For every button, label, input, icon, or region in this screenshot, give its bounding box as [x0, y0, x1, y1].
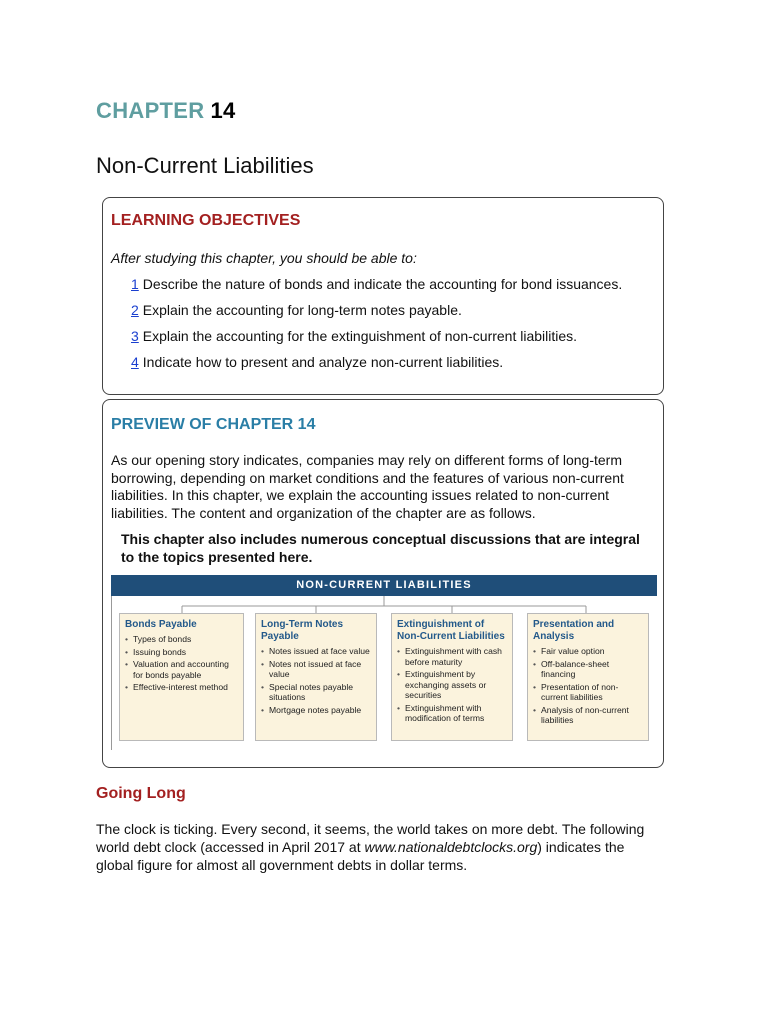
objective-item [131, 275, 641, 293]
paragraph-text: The clock is ticking. Every second, it seems, the world takes on more debt. The following world debt clock (accessed in April 2017 at [96, 821, 645, 855]
preview-note: This chapter also includes numerous conceptual discussions that are integral to the topics presented here. [121, 531, 640, 565]
diagram-box-presentation [527, 613, 649, 741]
diagram-title: NON-CURRENT LIABILITIES [111, 575, 657, 596]
diagram-item: • Analysis of non-current liabilities [533, 705, 643, 726]
diagram-item: • Off-balance-sheet financing [533, 659, 643, 680]
objective-text: Explain the accounting for long-term notes payable. [142, 302, 462, 318]
diagram-item: • Valuation and accounting for bonds payable [125, 659, 238, 680]
going-long-paragraph [96, 820, 656, 874]
diagram-item: • Notes issued at face value [261, 646, 371, 657]
diagram-divider [111, 596, 112, 750]
diagram-box-title: Extinguishment of Non-Current Liabilities [397, 619, 505, 642]
objective-text: Describe the nature of bonds and indicate the accounting for bond issuances. [142, 276, 623, 292]
objective-text: Indicate how to present and analyze non-current liabilities. [142, 354, 504, 370]
objective-item [131, 353, 641, 371]
diagram-item: • Issuing bonds [125, 647, 238, 658]
objective-item [131, 301, 641, 319]
objective-item [131, 327, 641, 345]
objective-link[interactable]: 1 [131, 276, 139, 292]
learning-objectives-box [102, 197, 664, 395]
preview-box [102, 399, 664, 768]
diagram-item: • Types of bonds [125, 634, 238, 645]
objective-link[interactable]: 3 [131, 328, 139, 344]
diagram-box-extinguishment [391, 613, 513, 741]
chapter-number: 14 [210, 98, 236, 123]
diagram-box-long-term-notes [255, 613, 377, 741]
page-title: Non-Current Liabilities [96, 153, 314, 178]
objective-link[interactable]: 2 [131, 302, 139, 318]
diagram-box-title: Presentation and Analysis [533, 619, 615, 642]
learning-objectives-list [131, 275, 641, 379]
diagram-box-bonds-payable [119, 613, 244, 741]
chapter-label [96, 98, 236, 124]
diagram-item: • Special notes payable situations [261, 682, 371, 703]
preview-heading: PREVIEW OF CHAPTER 14 [111, 416, 316, 433]
diagram-item: • Extinguishment with cash before maturity [397, 646, 507, 667]
section-heading-going-long: Going Long [96, 785, 186, 802]
diagram-item: • Fair value option [533, 646, 643, 657]
learning-objectives-heading: LEARNING OBJECTIVES [111, 212, 301, 229]
diagram-item: • Notes not issued at face value [261, 659, 371, 680]
diagram-box-title: Long-Term Notes Payable [261, 619, 344, 642]
preview-paragraph: As our opening story indicates, companies may rely on different forms of long-term borrowing, depending on market conditions and the features of various non-current liabilities. In this chapter, we explain the accounting issues related to non-current liabilities. The content and organization of the chapter are as follows. [111, 452, 624, 521]
paragraph-text: ) indicates the global figure for almost all government debts in dollar terms. [96, 839, 625, 873]
chapter-organization-diagram [111, 575, 657, 753]
diagram-item: • Extinguishment with modification of terms [397, 703, 507, 724]
diagram-box-title: Bonds Payable [125, 619, 197, 630]
diagram-item: • Mortgage notes payable [261, 705, 371, 716]
learning-objectives-intro: After studying this chapter, you should be able to: [111, 250, 417, 266]
diagram-item: • Extinguishment by exchanging assets or securities [397, 669, 507, 701]
chapter-word: CHAPTER [96, 98, 205, 123]
website-reference: www.nationaldebtclocks.org [364, 839, 538, 855]
objective-link[interactable]: 4 [131, 354, 139, 370]
diagram-item: • Presentation of non-current liabilities [533, 682, 643, 703]
objective-text: Explain the accounting for the extinguishment of non-current liabilities. [142, 328, 578, 344]
diagram-item: • Effective-interest method [125, 682, 238, 693]
